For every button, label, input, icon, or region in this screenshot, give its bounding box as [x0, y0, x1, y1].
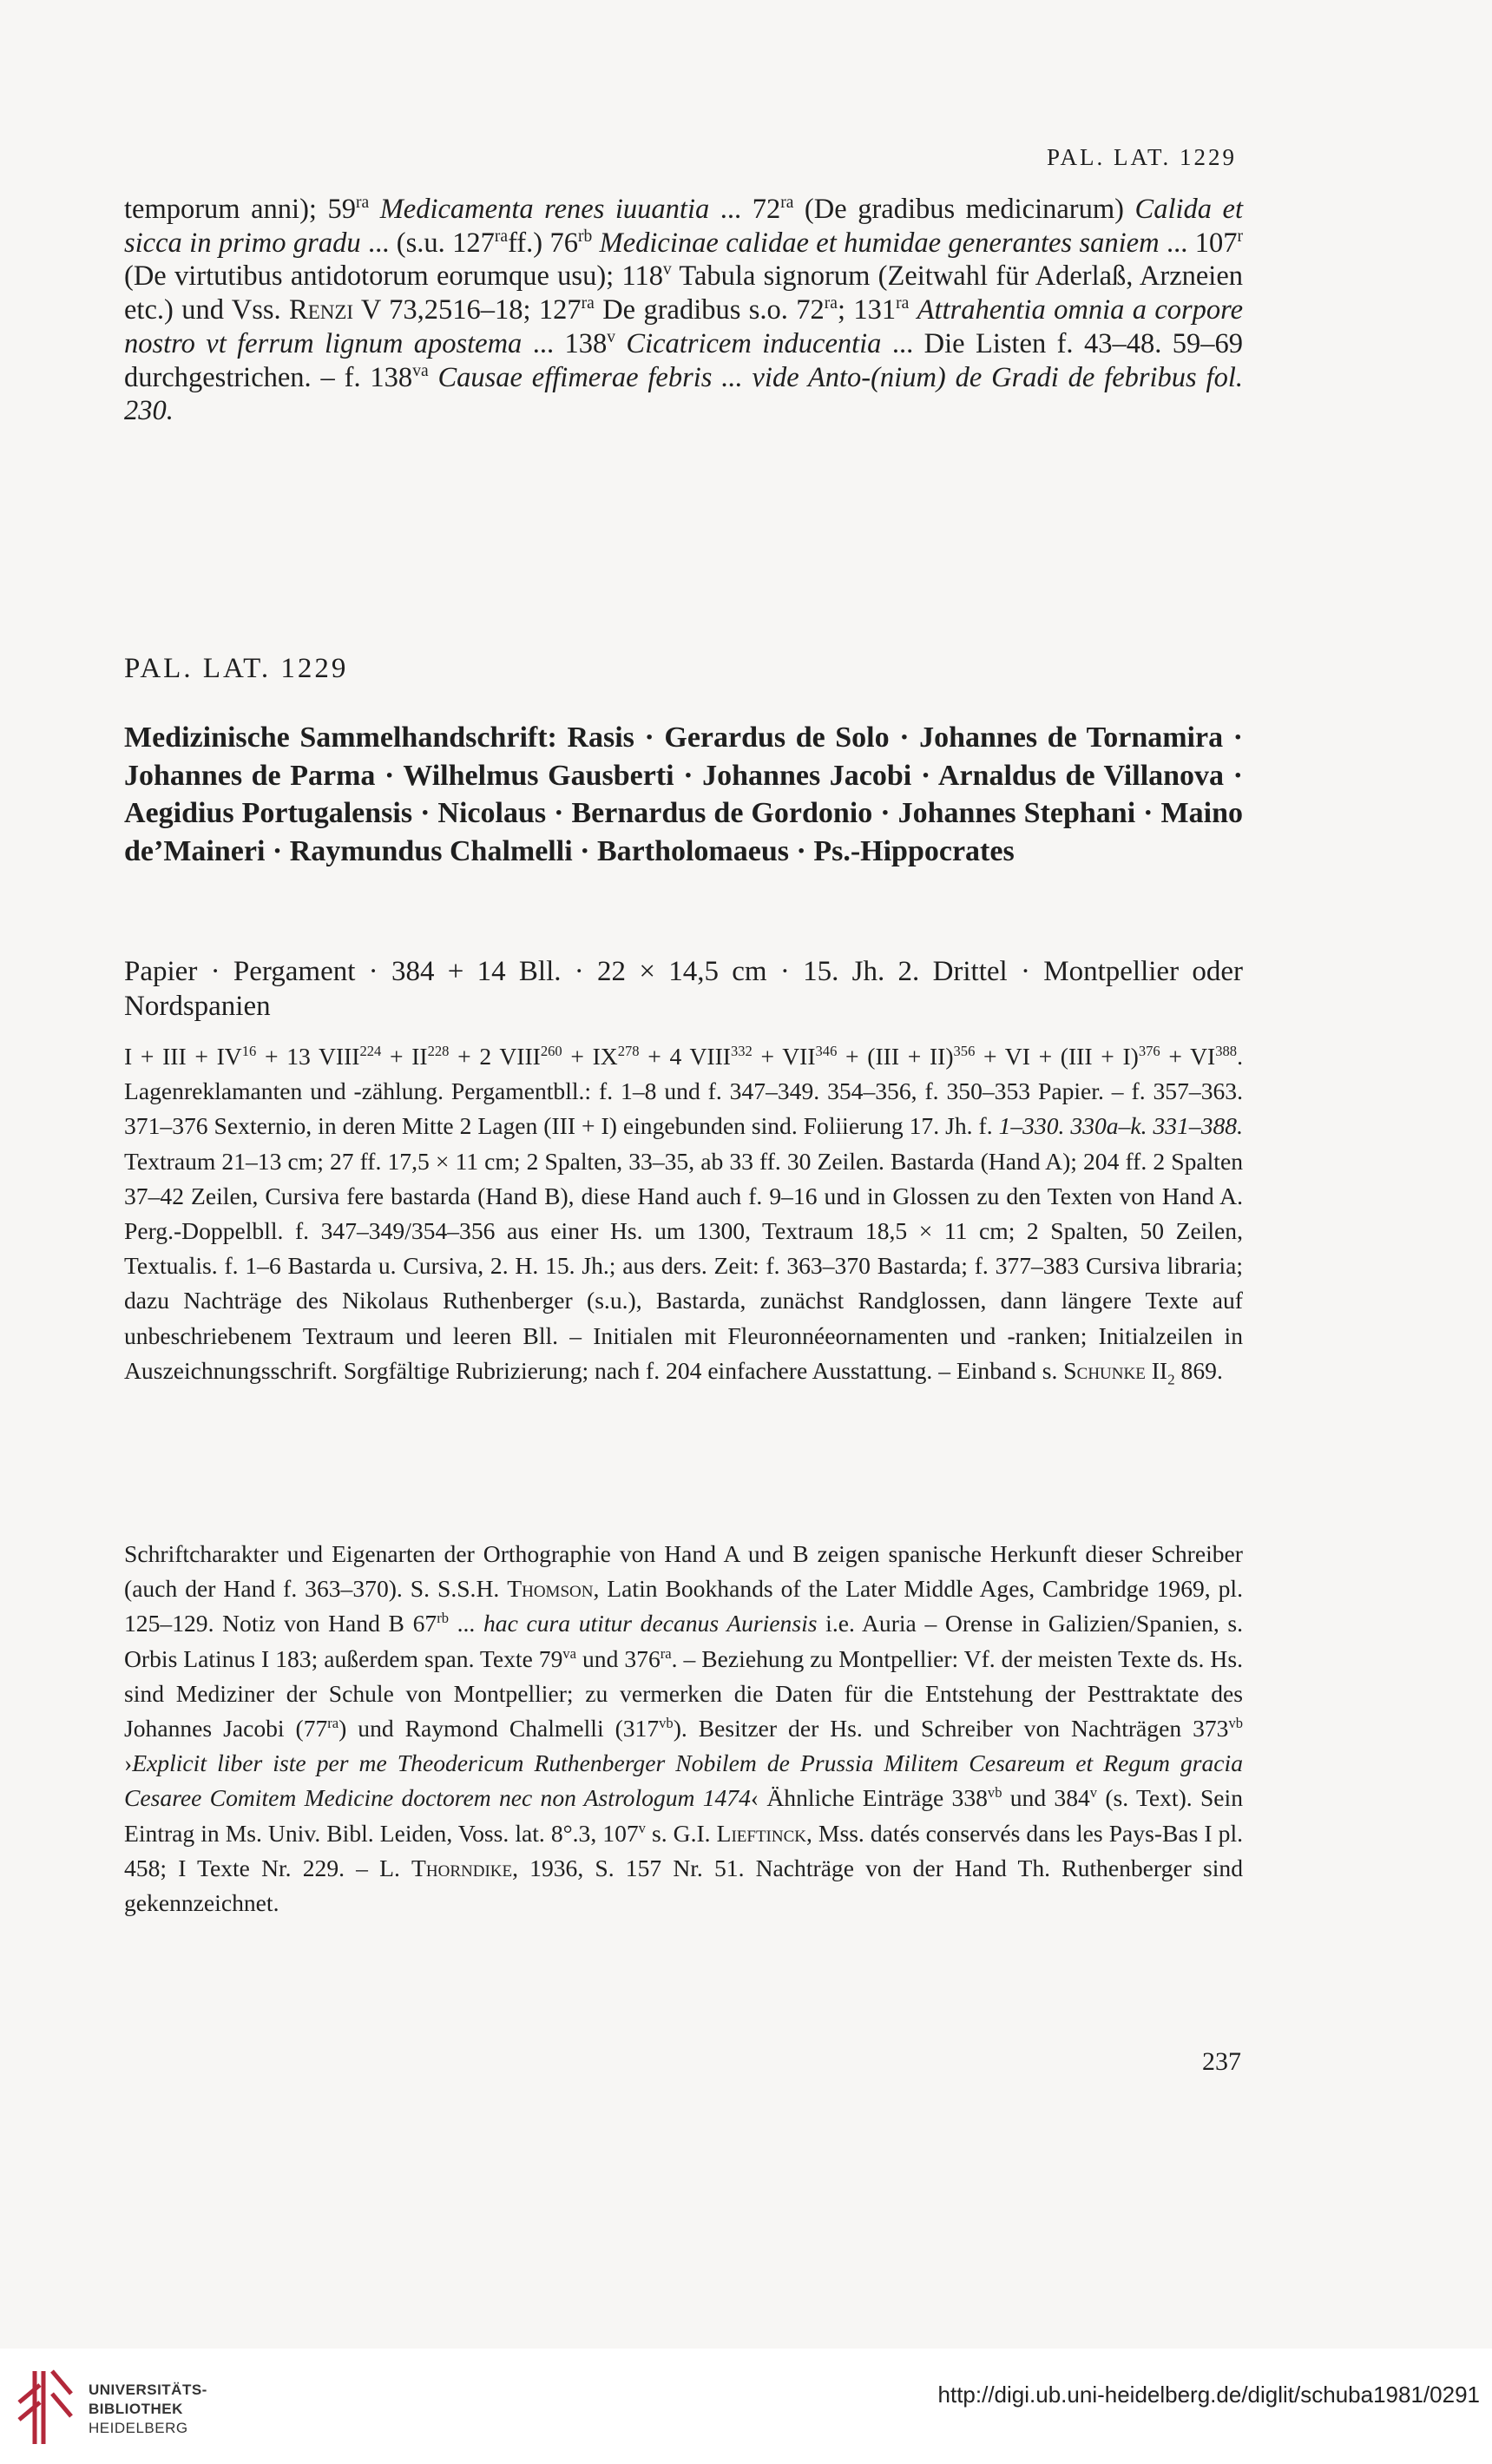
permalink-url[interactable]: http://digi.ub.uni-heidelberg.de/diglit/schuba1981/0291: [937, 2382, 1480, 2408]
library-name-line3: HEIDELBERG: [89, 2420, 188, 2436]
library-name-line1: UNIVERSITÄTS-: [89, 2382, 207, 2398]
library-name-line2: BIBLIOTHEK: [89, 2401, 183, 2417]
codicological-description: I + III + $IV^{16} + 13$ $VIII^{224} + II^{228} + 2$ $VIII^{260} + IX^{278} + 4$ $VIII^{332} + VII^{346} + (III + II)^{356}$ + VI + $(III + I)^{376} + VI^{388}$. Lagenreklamanten und -zählung. Pergamentbll.: f. 1–8 und f. 347–349. 354–356, f. 350–353 Papier. – f. 357–363. 371–376 Sexternio, in deren Mitte 2 Lagen (III + I) eingebunden sind. Foliierung 17. Jh. f. 1–330. 330a–k. 331–388. Textraum 21–13 cm; 27 ff. 17,5 × 11 cm; 2 Spalten, 33–35, ab 33 ff. 30 Zeilen. Bastarda (Hand A); 204 ff. 2 Spalten 37–42 Zeilen, Cursiva fere bastarda (Hand B), diese Hand auch f. 9–16 und in Glossen zu den Texten von Hand A. Perg.-Doppelbll. f. 347–349/354–356 aus einer Hs. um 1300, Textraum 18,5 × 11 cm; 2 Spalten, 50 Zeilen, Textualis. f. 1–6 Bastarda u. Cursiva, 2. H. 15. Jh.; aus ders. Zeit: f. 363–370 Bastarda; f. 377–383 Cursiva libraria; dazu Nachträge des Nikolaus Ruthenberger (s.u.), Bastarda, zunächst Randglossen, dann längere Texte auf unbeschriebenem Textraum und leeren Bll. – Initialen mit Fleuronnéeornamenten und -ranken; Initialzeilen in Auszeichnungsschrift. Sorgfältige Rubrizierung; nach f. 204 einfachere Ausstattung. – Einband s. Schunke $II_2$ 869.: [124, 1042, 1243, 1388]
library-name[interactable]: [89, 2381, 207, 2438]
entry-sigla: PAL. LAT. 1229: [124, 653, 349, 684]
library-logo-icon[interactable]: [16, 2368, 75, 2448]
physical-description: Papier · Pergament · 384 + 14 Bll. · 22 × 14,5 cm · 15. Jh. 2. Drittel · Montpellier oder Nordspanien: [124, 956, 1243, 1022]
provenance-paragraph: Schriftcharakter und Eigenarten der Orthographie von Hand A und B zeigen spanische Herkunft dieser Schreiber (auch der Hand f. 363–370). S. S.S.H. Thomson, Latin Bookhands of the Later Middle Ages, Cambridge 1969, pl. 125–129. Notiz von Hand B $67^{rb}$ ... hac cura utitur decanus Auriensis i.e. Auria – Orense in Galizien/Spanien, s. Orbis Latinus I 183; außerdem span. Texte $79^{va}$ und $376^{ra}$. – Beziehung zu Montpellier: Vf. der meisten Texte ds. Hs. sind Mediziner der Schule von Montpellier; zu vermerken die Daten für die Entstehung der Pesttraktate des Johannes Jacobi $(77^{ra})$ und Raymond Chalmelli $(317^{vb})$. Besitzer der Hs. und Schreiber von Nachträgen $373^{vb}$ ›Explicit liber iste per me Theodericum Ruthenberger Nobilem de Prussia Militem Cesareum et Regum gracia Cesaree Comitem Medicine doctorem nec non Astrologum 1474‹ Ähnliche Einträge $338^{vb}$ und 384$^v$ (s. Text). Sein Eintrag in Ms. Univ. Bibl. Leiden, Voss. lat. 8°.3, 107$^v$ s. G.I. Lieftinck, Mss. datés conservés dans les Pays-Bas I pl. 458; I Texte Nr. 229. – L. Thorndike, 1936, S. 157 Nr. 51. Nachträge von der Hand Th. Ruthenberger sind gekennzeichnet.: [124, 1540, 1244, 1917]
page-number: 237: [1202, 2047, 1241, 2076]
previous-entry-continuation: temporum anni); $59^{ra}$ Medicamenta renes iuuantia ... $72^{ra}$ (De gradibus medicinarum) Calida et sicca in primo gradu ... (s.u. $127^{ra}ff$.) $76^{rb}$ Medicinae calidae et humidae generantes saniem ... 107$^r$ (De virtutibus antidotorum eorumque usu); 118$^v$ Tabula signorum (Zeitwahl für Aderlaß, Arzneien etc.) und Vss. Renzi V 73,2516–18; $127^{ra}$ De gradibus s.o. $72^{ra}$; $131^{ra}$ Attrahentia omnia a corpore nostro vt ferrum lignum apostema ... 138$^v$ Cicatricem inducentia ... Die Listen f. 43–48. 59–69 durchgestrichen. – f. $138^{va}$ Causae effimerae febris ... vide Anto-(nium) de Gradi de febribus fol. 230.: [124, 194, 1244, 427]
entry-title: Medizinische Sammelhandschrift: Rasis · Gerardus de Solo · Johannes de Tornamira · Johannes de Parma · Wilhelmus Gausberti · Johannes Jacobi · Arnaldus de Villanova · Aegidius Portugalensis · Nicolaus · Bernardus de Gordonio · Johannes Stephani · Maino de’Maineri · Raymundus Chalmelli · Bartholomaeus · Ps.-Hippocrates: [124, 721, 1243, 867]
running-header: PAL. LAT. 1229: [1046, 144, 1237, 170]
